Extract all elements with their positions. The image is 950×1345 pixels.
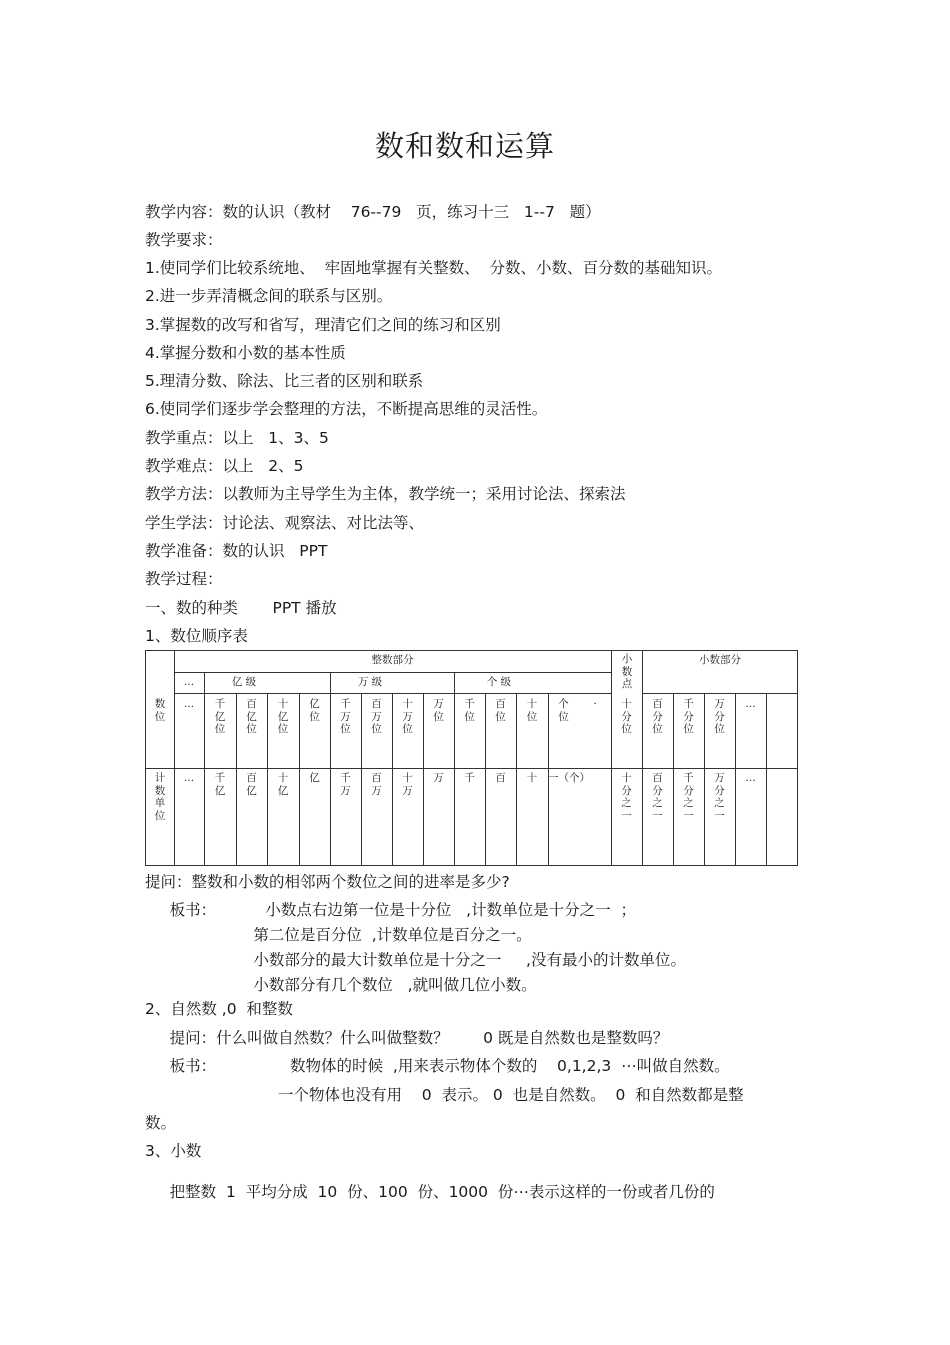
unit-cell: 十 (526, 772, 538, 784)
place-cell: 十分位 (621, 698, 632, 735)
requirement-6: 6.使同学们逐步学会整理的方法，不断提高思维的灵活性。 (145, 400, 548, 418)
learning-method: 学生学法：讨论法、观察法、对比法等、 (145, 514, 425, 532)
place-cell: 百万位 (371, 698, 382, 735)
unit-cell: 亿 (309, 772, 320, 784)
unit-cell: 十分之一 (621, 772, 632, 822)
unit-cell: 十万 (402, 772, 413, 797)
question-1: 提问：整数和小数的相邻两个数位之间的进率是多少? (145, 873, 510, 891)
requirement-1: 1.使同学们比较系统地、 牢固地掌握有关整数、 分数、小数、百分数的基础知识。 (145, 259, 722, 277)
place-cell: 万分位 (714, 698, 725, 735)
subsection-1-heading: 1、数位顺序表 (145, 627, 248, 645)
board-2b: 一个物体也没有用 0 表示。 0 也是自然数。 0 和自然数都是整 (145, 1086, 744, 1104)
place-cell: 千万位 (340, 698, 351, 735)
integer-part-header: 整数部分 (371, 654, 414, 666)
unit-cell: 百万 (371, 772, 382, 797)
unit-cell: 百分之一 (652, 772, 663, 822)
place-cell: 千亿位 (214, 698, 226, 735)
unit-cell: 千亿 (214, 772, 226, 797)
difficult-points: 教学难点：以上 2、5 (145, 457, 304, 475)
place-cell: · (593, 698, 597, 710)
decimal-point-header: 小数点 (621, 653, 633, 690)
teaching-method: 教学方法：以教师为主导学生为主体，教学统一；采用讨论法、探索法 (145, 485, 626, 503)
unit-cell: 十亿 (277, 772, 289, 797)
key-points: 教学重点：以上 1、3、5 (145, 429, 329, 447)
place-cell: 百分位 (652, 698, 663, 735)
requirement-5: 5.理清分数、除法、比三者的区别和联系 (145, 372, 424, 390)
requirements-heading: 教学要求： (145, 231, 223, 249)
row-label-units: 计数单位 (154, 772, 166, 822)
section-1-heading: 一、数的种类 PPT 播放 (145, 599, 337, 617)
place-cell: … (183, 698, 195, 710)
process-heading: 教学过程： (145, 570, 223, 588)
unit-cell: … (183, 772, 195, 784)
unit-cell: 一（个） (548, 772, 590, 784)
board-1c: 小数部分的最大计数单位是十分之一 ,没有最小的计数单位。 (145, 951, 686, 969)
place-cell: 亿位 (309, 698, 320, 723)
board-1b: 第二位是百分位 ,计数单位是百分之一。 (145, 926, 532, 944)
requirement-3: 3.掌握数的改写和省写，理清它们之间的练习和区别 (145, 316, 501, 334)
place-cell: … (745, 698, 756, 710)
place-cell: 百亿位 (246, 698, 257, 735)
document-title: 数和数和运算 (374, 129, 555, 163)
question-2: 提问：什么叫做自然数？什么叫做整数？ 0 既是自然数也是整数吗？ (145, 1029, 669, 1047)
board-2a: 板书： 数物体的时候 ,用来表示物体个数的 0,1,2,3 ⋯叫做自然数。 (145, 1057, 730, 1075)
decimal-part-header: 小数部分 (699, 654, 741, 666)
level-wan: 万 级 (357, 676, 383, 688)
requirement-4: 4.掌握分数和小数的基本性质 (145, 344, 346, 362)
level-yi: 亿 级 (231, 676, 257, 688)
place-cell: 百位 (495, 698, 506, 723)
board-1a: 板书： 小数点右边第一位是十分位 ,计数单位是十分之一 ； (145, 901, 636, 919)
unit-cell: 万 (433, 772, 444, 784)
place-cell: 十亿位 (277, 698, 289, 735)
subsection-2-heading: 2、自然数 ,0 和整数 (145, 1000, 293, 1018)
unit-cell: 千万 (340, 772, 351, 797)
subsection-3-heading: 3、小数 (145, 1142, 202, 1160)
level-ellipsis: … (183, 676, 195, 688)
row-label-places: 数位 (154, 698, 166, 723)
requirement-2: 2.进一步弄清概念间的联系与区别。 (145, 287, 393, 305)
unit-cell: … (745, 772, 756, 784)
teaching-content: 教学内容：数的认识（教材 76--79 页，练习十三 1--7 题） (145, 203, 601, 221)
board-2c: 数。 (145, 1114, 177, 1132)
place-cell: 个位 (558, 698, 569, 723)
place-cell: 十位 (526, 698, 538, 723)
place-value-table (145, 650, 798, 866)
unit-cell: 千分之一 (683, 772, 694, 822)
level-ge: 个 级 (486, 676, 512, 688)
place-cell: 十万位 (402, 698, 413, 735)
place-cell: 万位 (433, 698, 444, 723)
decimal-definition: 把整数 1 平均分成 10 份、100 份、1000 份⋯表示这样的一份或者几份的 (145, 1183, 715, 1201)
unit-cell: 万分之一 (714, 772, 725, 822)
place-cell: 千位 (464, 698, 475, 723)
board-1d: 小数部分有几个数位 ,就叫做几位小数。 (145, 976, 537, 994)
unit-cell: 百 (495, 772, 506, 784)
unit-cell: 百亿 (246, 772, 257, 797)
place-cell: 千分位 (683, 698, 694, 735)
preparation: 教学准备：数的认识 PPT (145, 542, 328, 560)
unit-cell: 千 (464, 772, 475, 784)
